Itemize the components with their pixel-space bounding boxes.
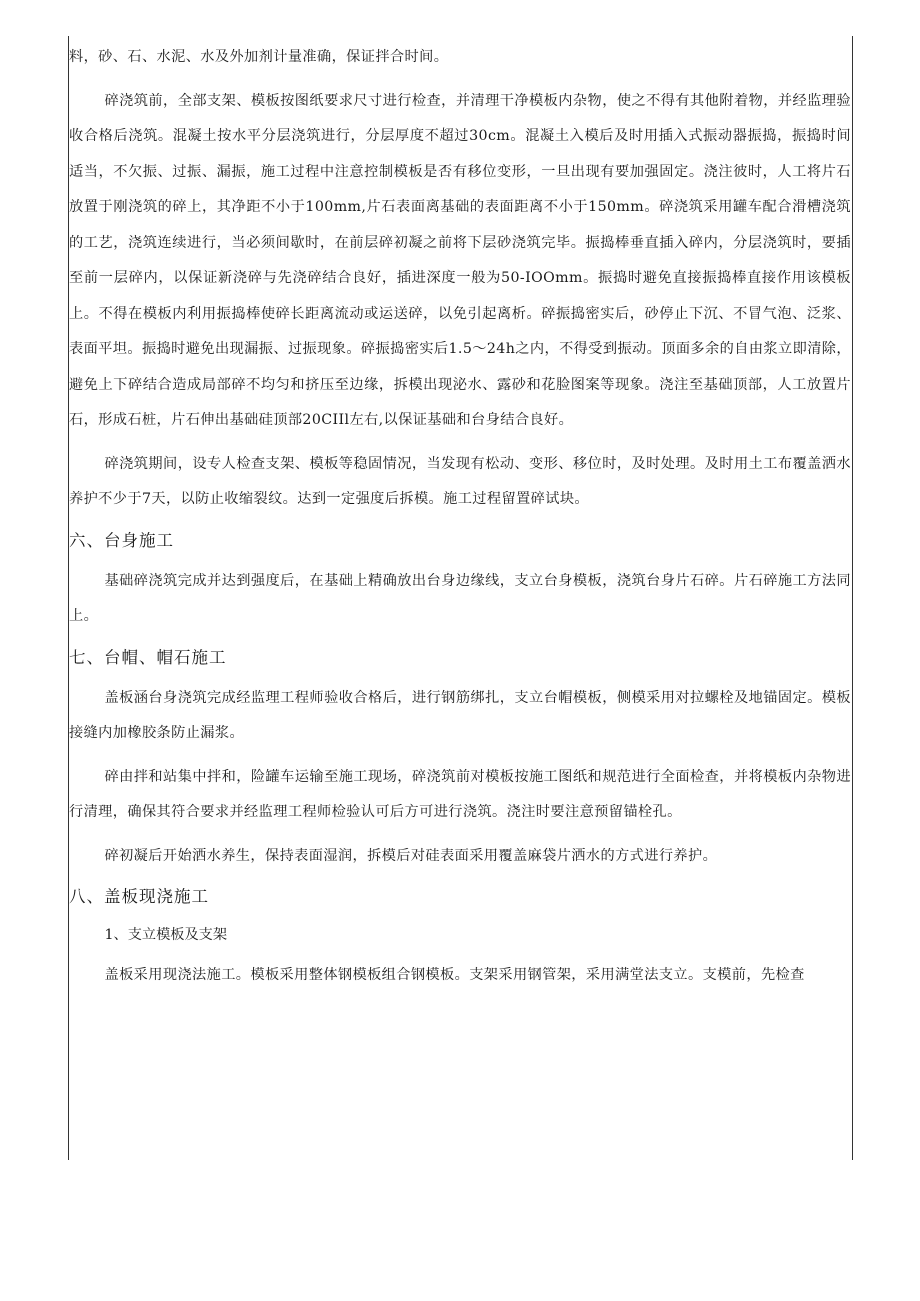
paragraph-section7-1: 盖板涵台身浇筑完成经监理工程师验收合格后，进行钢筋绑扎，支立台帽模板，侧模采用对拉螺栓及地锚固定。模板接缝内加橡胶条防止漏浆。 [69,689,851,741]
paragraph-section6-1: 基础碎浇筑完成并达到强度后，在基础上精确放出台身边缘线，支立台身模板，浇筑台身片石碎。片石碎施工方法同上。 [69,572,851,624]
paragraph-continuation: 料，砂、石、水泥、水及外加剂计量准确，保证拌合时间。 [69,49,449,65]
section-heading-8: 八、盖板现浇施工 [69,887,209,906]
paragraph-section7-3: 碎初凝后开始洒水养生，保持表面湿润，拆模后对硅表面采用覆盖麻袋片洒水的方式进行养护。 [104,847,718,864]
paragraph-section7-2: 碎由拌和站集中拌和，险罐车运输至施工现场，碎浇筑前对模板按施工图纸和规范进行全面检查，并将模板内杂物进行清理，确保其符合要求并经监理工程师检验认可后方可进行浇筑。浇注时要注意预留锚栓孔。 [69,768,851,820]
subsection-heading-8-1: 1、支立模板及支架 [104,927,228,943]
paragraph-curing: 碎浇筑期间，设专人检查支架、模板等稳固情况，当发现有松动、变形、移位时，及时处理。及时用土工布覆盖洒水养护不少于7天，以防止收缩裂纹。达到一定强度后拆模。施工过程留置碎试块。 [69,455,851,507]
document-body [69,40,851,1002]
paragraph-section8-1: 盖板采用现浇法施工。模板采用整体钢模板组合钢模板。支架采用钢管架，采用满堂法支立。支模前，先检查 [104,967,805,983]
paragraph-pouring: 碎浇筑前，全部支架、模板按图纸要求尺寸进行检查，并清理干净模板内杂物，使之不得有其他附着物，并经监理验收合格后浇筑。混凝土按水平分层浇筑进行，分层厚度不超过30cm。混凝土入模后及时用插入式振动器振捣，振捣时间适当，不欠振、过振、漏振，施工过程中注意控制模板是否有移位变形，一旦出现有要加强固定。浇注彼时，人工将片石放置于刚浇筑的碎上，其净距不小于100mm,片石表面离基础的表面距离不小于150mm。碎浇筑采用罐车配合滑槽浇筑的工艺，浇筑连续进行，当必须间歇时，在前层碎初凝之前将下层砂浇筑完毕。振捣棒垂直插入碎内，分层浇筑时，要插至前一层碎内，以保证新浇碎与先浇碎结合良好，插进深度一般为50-IOOmm。振捣时避免直接振捣棒直接作用该模板上。不得在模板内利用振捣棒使碎长距离流动或运送碎，以免引起离析。碎振捣密实后，砂停止下沉、不冒气泡、泛浆、表面平坦。振捣时避免出现漏振、过振现象。碎振捣密实后1.5〜24h之内，不得受到振动。顶面多余的自由浆立即清除，避免上下碎结合造成局部碎不均匀和挤压至边缘，拆模出现泌水、露砂和花脸图案等现象。浇注至基础顶部，人工放置片石，形成石桩，片石伸出基础硅顶部20CIIl左右,以保证基础和台身结合良好。 [69,92,851,428]
section-heading-6: 六、台身施工 [69,530,174,550]
section-heading-7: 七、台帽、帽石施工 [69,647,227,667]
